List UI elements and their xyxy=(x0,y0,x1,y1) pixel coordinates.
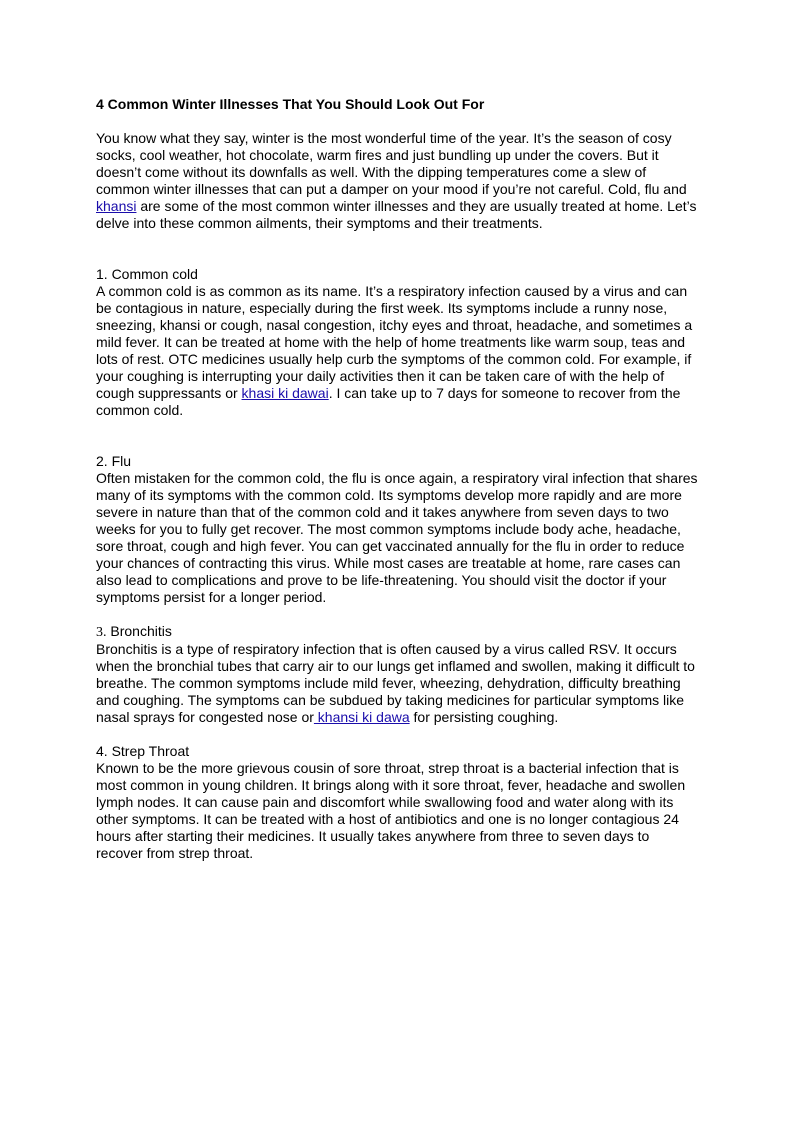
section-body-common-cold xyxy=(96,283,698,419)
khasi-ki-dawai-link[interactable]: khasi ki dawai xyxy=(241,385,329,401)
document-title: 4 Common Winter Illnesses That You Should Look Out For xyxy=(96,96,485,112)
section-body-flu: Often mistaken for the common cold, the flu is once again, a respiratory viral infection that shares many of its symptoms with the common cold. Its symptoms develop more rapidly and are more severe in nature than that of the common cold and it takes anywhere from seven days to two weeks for you to fully get recover. The most common symptoms include body ache, headache, sore throat, cough and high fever. You can get vaccinated annually for the flu in order to reduce your chances of contracting this virus. While most cases are treatable at home, rare cases can also lead to complications and prove to be life-threatening. You should visit the doctor if your symptoms persist for a longer period. xyxy=(96,470,698,605)
section-heading-bronchitis-number: 3. xyxy=(96,625,107,640)
section-flu xyxy=(96,453,698,606)
document-page xyxy=(96,96,698,862)
khansi-ki-dawa-link[interactable]: khansi ki dawa xyxy=(313,709,410,725)
section-common-cold xyxy=(96,266,698,419)
section-body-strep-throat: Known to be the more grievous cousin of sore throat, strep throat is a bacterial infection that is most common in young children. It brings along with it sore throat, fever, headache and swollen lymph nodes. It can cause pain and discomfort while swallowing food and water along with its other symptoms. It can be treated with a host of antibiotics and one is no longer contagious 24 hours after starting their medicines. It usually takes anywhere from three to seven days to recover from strep throat. xyxy=(96,760,686,861)
intro-paragraph xyxy=(96,130,698,232)
common-cold-text-before-link: A common cold is as common as its name. It’s a respiratory infection caused by a virus and can be contagious in nature, especially during the first week. Its symptoms include a runny nose, sneezing, khansi or cough, nasal congestion, itchy eyes and throat, headache, and sometimes a mild fever. It can be treated at home with the help of home treatments like warm soup, teas and lots of rest. OTC medicines usually help curb the symptoms of the common cold. For example, if your coughing is interrupting your daily activities then it can be taken care of with the help of cough suppressants or xyxy=(96,283,693,401)
intro-text-before-link: You know what they say, winter is the most wonderful time of the year. It’s the season of cosy socks, cool weather, hot chocolate, warm fires and just bundling up under the covers. But it doesn’t come without its downfalls as well. With the dipping temperatures come a slew of common winter illnesses that can put a damper on your mood if you’re not careful. Cold, flu and xyxy=(96,130,687,197)
section-bronchitis xyxy=(96,623,698,726)
section-body-bronchitis xyxy=(96,641,698,726)
khansi-link[interactable]: khansi xyxy=(96,198,137,214)
bronchitis-text-before-link: Bronchitis is a type of respiratory infection that is often caused by a virus called RSV. It occurs when the bronchial tubes that carry air to our lungs get inflamed and swollen, making it difficult to breathe. The common symptoms include mild fever, wheezing, dehydration, difficulty breathing and coughing. The symptoms can be subdued by taking medicines for particular symptoms like nasal sprays for congested nose or xyxy=(96,641,695,725)
section-heading-bronchitis xyxy=(96,623,698,641)
section-heading-flu: 2. Flu xyxy=(96,453,132,469)
section-heading-bronchitis-text: Bronchitis xyxy=(106,623,172,639)
section-heading-common-cold: 1. Common cold xyxy=(96,266,198,282)
bronchitis-text-after-link: for persisting coughing. xyxy=(409,709,559,725)
section-heading-strep-throat: 4. Strep Throat xyxy=(96,743,190,759)
section-strep-throat xyxy=(96,743,698,862)
intro-text-after-link: are some of the most common winter illnesses and they are usually treated at home. Let’s delve into these common ailments, their symptoms and their treatments. xyxy=(96,198,697,231)
common-cold-text-after-link: . I can take up to 7 days for someone to recover from the common cold. xyxy=(96,385,681,418)
